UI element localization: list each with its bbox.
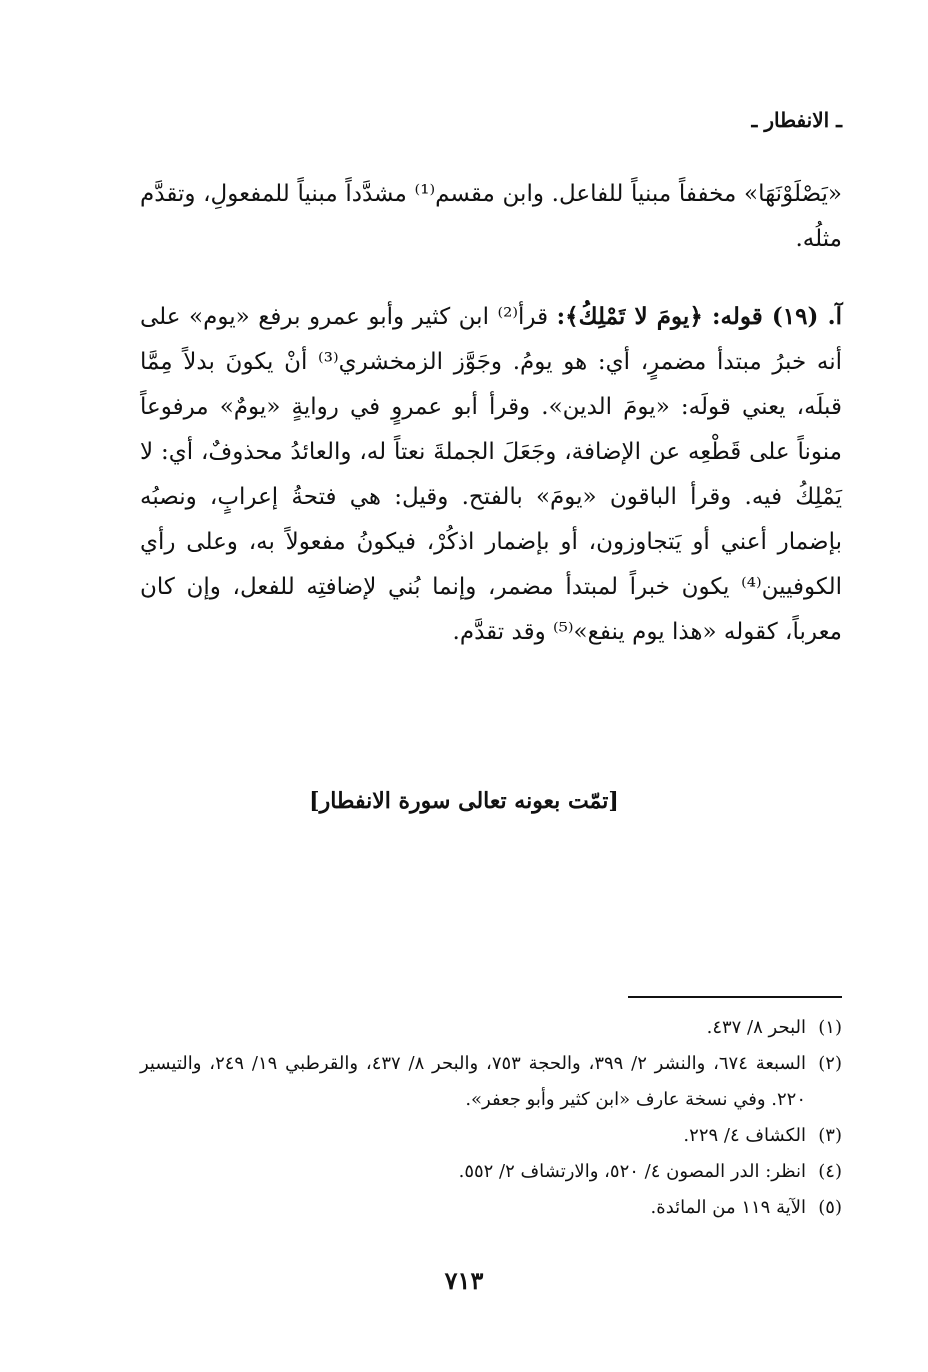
paragraph-2-text: قرأ⁽²⁾ ابن كثير وأبو عمرو برفع «يوم» على أنه خبرُ مبتدأ مضمرٍ، أي: هو يومُ. وجَوَّز الزمخشري⁽³⁾ أنْ يكونَ بدلاً مِمَّا قبلَه، يعني قولَه: «يومَ الدين». وقرأ أبو عمروٍ في روايةٍ «يومٌ» مرفوعاً منوناً على قَطْعِه عن الإضافة، وجَعَلَ الجملةَ نعتاً له، والعائدُ محذوفٌ، أي: لا يَمْلِكُ فيه. وقرأ الباقون «يومَ» بالفتح. وقيل: هي فتحةُ إعرابٍ، ونصبُه بإضمار أعني أو يَتجاوزون، أو بإضمار اذكُرْ، فيكونُ مفعولاً به، وعلى رأي الكوفيين⁽⁴⁾ يكون خبراً لمبتدأ مضمر، وإنما بُني لإضافتِه للفعل، وإن كان معرباً، كقوله «هذا يوم ينفع»⁽⁵⁾ وقد تقدَّم. [140, 304, 843, 645]
footnote-text: الآية ١١٩ من المائدة. [650, 1197, 806, 1218]
surah-closing: [تمّت بعونه تعالى سورة الانفطار] [309, 788, 619, 814]
footnote [140, 1118, 842, 1154]
footnote [140, 1010, 842, 1046]
footnote-number: (٣) [818, 1125, 842, 1146]
footnote-number: (٤) [818, 1161, 842, 1182]
page-number: ٧١٣ [444, 1266, 484, 1295]
footnote [140, 1190, 842, 1226]
footnotes [140, 1010, 842, 1226]
verse-label: آ. (١٩) قوله: ﴿يومَ لا تَمْلِكُ﴾: [556, 303, 842, 330]
paragraph-1: «يَصْلَوْنَهَا» مخففاً مبنياً للفاعل. وابن مقسم⁽¹⁾ مشدَّداً مبنياً للمفعولِ، وتقدَّم مثلُه. [140, 181, 842, 252]
footnote-divider [628, 996, 842, 998]
footnote-number: (١) [818, 1017, 842, 1038]
footnote-text: انظر: الدر المصون ٤/ ٥٢٠، والارتشاف ٢/ ٥٥٢. [458, 1161, 806, 1182]
footnote [140, 1154, 842, 1190]
footnote-text: السبعة ٦٧٤، والنشر ٢/ ٣٩٩، والحجة ٧٥٣، والبحر ٨/ ٤٣٧، والقرطبي ١٩/ ٢٤٩، والتيسير ٢٢٠. وفي نسخة عارف «ابن كثير وأبو جعفر». [140, 1053, 807, 1110]
footnote-number: (٥) [818, 1197, 842, 1218]
running-header: ـ الانفطار ـ [751, 108, 842, 132]
footnote [140, 1046, 842, 1118]
paragraph-2 [140, 294, 842, 655]
footnote-text: الكشاف ٤/ ٢٢٩. [683, 1125, 806, 1146]
footnote-text: البحر ٨/ ٤٣٧. [706, 1017, 806, 1038]
main-text [140, 172, 842, 655]
footnote-number: (٢) [818, 1053, 842, 1074]
